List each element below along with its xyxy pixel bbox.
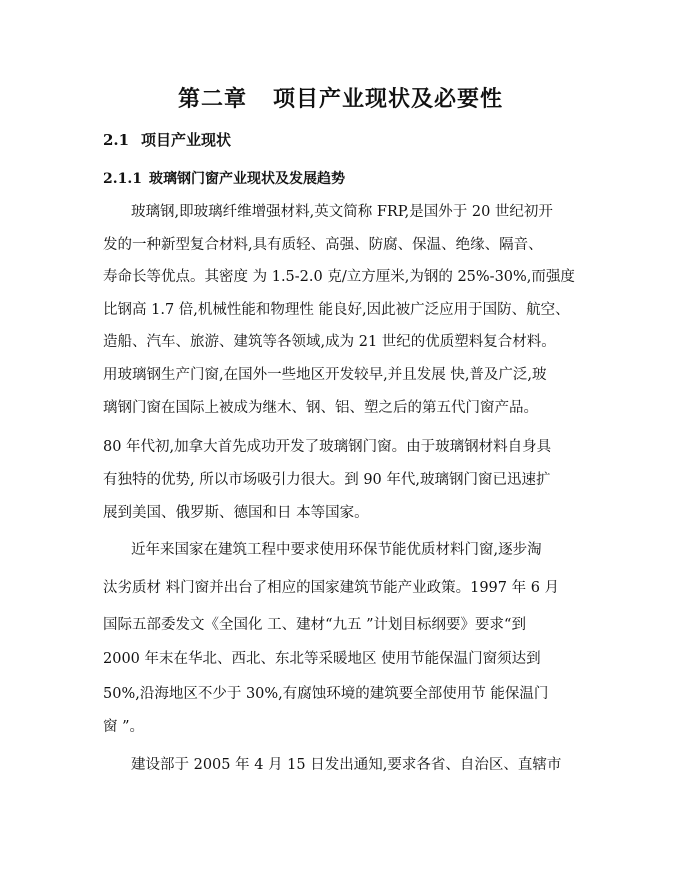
body-line: 造船、汽车、旅游、建筑等各领域,成为 21 世纪的优质塑料复合材料。 <box>103 334 556 350</box>
body-line: 2000 年末在华北、西北、东北等采暖地区 使用节能保温门窗须达到 <box>103 651 541 667</box>
section-title: 项目产业现状 <box>141 131 232 149</box>
body-line: 发的一种新型复合材料,具有质轻、高强、防腐、保温、绝缘、隔音、 <box>103 237 543 253</box>
body-line: 窗 ”。 <box>103 719 145 735</box>
body-line: 50%,沿海地区不少于 30%,有腐蚀环境的建筑要全部使用节 能保温门 <box>103 686 549 702</box>
body-line: 比钢高 1.7 倍,机械性能和物理性 能良好,因此被广泛应用于国防、航空、 <box>103 302 570 318</box>
chapter-number: 第二章 <box>177 86 247 112</box>
body-line: 展到美国、俄罗斯、德国和日 本等国家。 <box>103 505 369 521</box>
body-line: 80 年代初,加拿大首先成功开发了玻璃钢门窗。由于玻璃钢材料自身具 <box>103 439 552 455</box>
subsection-number: 2.1.1 <box>103 171 142 187</box>
section-number: 2.1 <box>103 131 130 149</box>
body-line: 玻璃钢,即玻璃纤维增强材料,英文简称 FRP,是国外于 20 世纪初开 <box>131 204 553 220</box>
body-line: 汰劣质材 料门窗并出台了相应的国家建筑节能产业政策。1997 年 6 月 <box>103 580 560 596</box>
body-line: 国际五部委发文《全国化 工、建材“九五 ”计划目标纲要》要求“到 <box>103 617 526 633</box>
body-line: 近年来国家在建筑工程中要求使用环保节能优质材料门窗,逐步淘 <box>131 542 542 558</box>
subsection-heading <box>103 168 345 188</box>
subsection-title: 玻璃钢门窗产业现状及发展趋势 <box>149 171 345 187</box>
chapter-title-text: 项目产业现状及必要性 <box>273 86 504 112</box>
chapter-title <box>0 82 681 113</box>
body-line: 璃钢门窗在国际上被成为继木、钢、铝、塑之后的第五代门窗产品。 <box>103 400 538 416</box>
body-line: 用玻璃钢生产门窗,在国外一些地区开发较早,并且发展 快,普及广泛,玻 <box>103 367 547 383</box>
section-heading <box>103 129 231 150</box>
body-line: 寿命长等优点。其密度 为 1.5-2.0 克/立方厘米,为钢的 25%-30%,而强度 <box>103 269 575 285</box>
body-line: 建设部于 2005 年 4 月 15 日发出通知,要求各省、自治区、直辖市 <box>131 757 562 773</box>
body-line: 有独特的优势, 所以市场吸引力很大。到 90 年代,玻璃钢门窗已迅速扩 <box>103 472 551 488</box>
